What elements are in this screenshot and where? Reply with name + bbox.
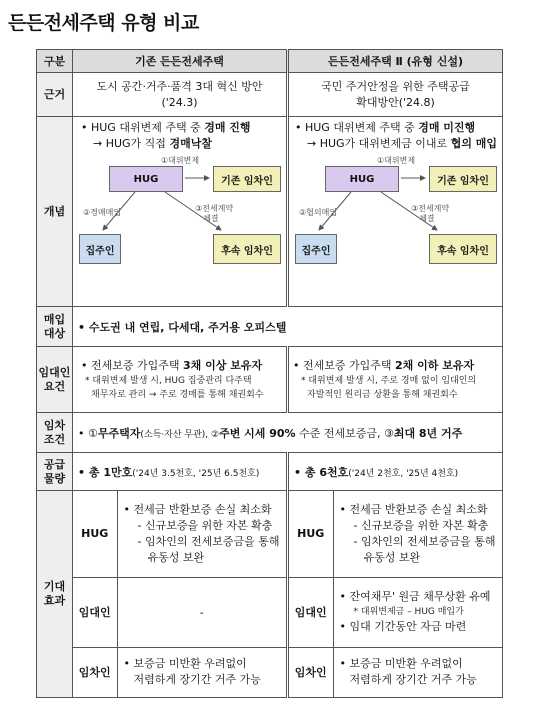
row-effect [37,491,503,698]
effect-lessor-label: 임대인 [73,577,117,647]
diagram-step3-label-a: ③전세계약 [195,204,234,213]
row-label-effect: 기대 효과 [37,491,73,698]
diagram-step2-label: ②협의매입 [299,208,338,217]
row-basis [37,73,503,117]
diagram-landlord-box: 집주인 [79,234,121,264]
row-lease [37,413,503,453]
header-new: 든든전세주택 Ⅱ (유형 신설) [288,50,503,73]
row-target [37,307,503,347]
diagram-step3-label-a: ③전세계약 [411,204,450,213]
effect-existing-lessor: - [117,577,286,647]
diagram-old-tenant-box: 기존 임차인 [429,166,497,192]
row-label-supply: 공급 물량 [37,453,73,491]
row-lessor [37,347,503,413]
lessor-existing: • 전세보증 가입주택 3채 이상 보유자 * 대위변제 발생 시, HUG 집중관리 다주택 채무자로 관리 → 주로 경매를 통해 채권회수 [73,347,288,413]
effect-new-lessor: • 잔여채무' 원금 채무상환 유예 * 대위변제금 – HUG 매입가 • 임대 기간동안 자금 마련 [333,577,502,647]
diagram-old-tenant-box: 기존 임차인 [213,166,281,192]
diagram-step2-label: ②경매매입 [83,208,122,217]
concept-diagram-new [289,152,502,292]
effect-lessor-label: 임대인 [289,577,333,647]
header-row [37,50,503,73]
basis-new-line2: 확대방안('24.8) [356,95,435,109]
diagram-new-tenant-box: 후속 임차인 [429,234,497,264]
row-label-target: 매입 대상 [37,307,73,347]
effect-tenant-label: 임차인 [73,647,117,697]
basis-existing-line2: ('24.3) [161,95,198,109]
row-label-concept: 개념 [37,117,73,307]
basis-existing [73,73,288,117]
concept-existing [73,117,288,307]
effect-hug-label: HUG [289,491,333,577]
diagram-hug-box: HUG [109,166,183,192]
row-concept [37,117,503,307]
diagram-step1-label: ①대위변제 [377,156,416,165]
diagram-step3-label-b: 체결 [203,214,219,223]
basis-new [288,73,503,117]
lessor-new: • 전세보증 가입주택 2채 이하 보유자 * 대위변제 발생 시, 주로 경매 없이 임대인의 자발적인 원리금 상환을 통해 채권회수 [288,347,503,413]
supply-new: • 총 6천호('24년 2천호, '25년 4천호) [288,453,503,491]
target-text: • 수도권 내 연립, 다세대, 주거용 오피스텔 [73,307,503,347]
lease-text: • ①무주택자(소득·자산 무관), ②주변 시세 90% 수준 전세보증금, ③최대 8년 거주 [73,413,503,453]
effect-existing-hug: • 전세금 반환보증 손실 최소화 - 신규보증을 위한 자본 확충 - 임차인의 전세보증금을 통해 유동성 보완 [117,491,286,577]
row-supply [37,453,503,491]
row-label-lessor: 임대인 요건 [37,347,73,413]
diagram-step1-label: ①대위변제 [161,156,200,165]
row-label-lease: 임차 조건 [37,413,73,453]
concept-new [288,117,503,307]
effect-new-tenant: • 보증금 미반환 우려없이 저렴하게 장기간 거주 가능 [339,657,477,687]
supply-existing: • 총 1만호('24년 3.5천호, '25년 6.5천호) [73,453,288,491]
basis-existing-line1: 도시 공간·거주·품격 3대 혁신 방안 [96,79,263,93]
comparison-table [36,49,503,698]
diagram-landlord-box: 집주인 [295,234,337,264]
concept-new-text: • HUG 대위변제 주택 중 경매 미진행 → HUG가 대위변제금 이내로 협의 매입 [295,121,498,150]
header-existing: 기존 든든전세주택 [73,50,288,73]
basis-new-line1: 국민 주거안정을 위한 주택공급 [321,79,470,93]
effect-existing-tenant: • 보증금 미반환 우려없이 저렴하게 장기간 거주 가능 [123,657,261,687]
header-category: 구분 [37,50,73,73]
concept-existing-text: • HUG 대위변제 주택 중 경매 진행 → HUG가 직접 경매낙찰 [81,121,251,150]
concept-diagram-existing [73,152,286,292]
effect-new-hug: • 전세금 반환보증 손실 최소화 - 신규보증을 위한 자본 확충 - 임차인의 전세보증금을 통해 유동성 보완 [333,491,502,577]
row-label-basis: 근거 [37,73,73,117]
effect-existing [73,491,288,698]
effect-hug-label: HUG [73,491,117,577]
effect-tenant-label: 임차인 [289,647,333,697]
diagram-new-tenant-box: 후속 임차인 [213,234,281,264]
effect-new [288,491,503,698]
page-title: 든든전세주택 유형 비교 [8,12,199,34]
diagram-hug-box: HUG [325,166,399,192]
diagram-step3-label-b: 체결 [419,214,435,223]
